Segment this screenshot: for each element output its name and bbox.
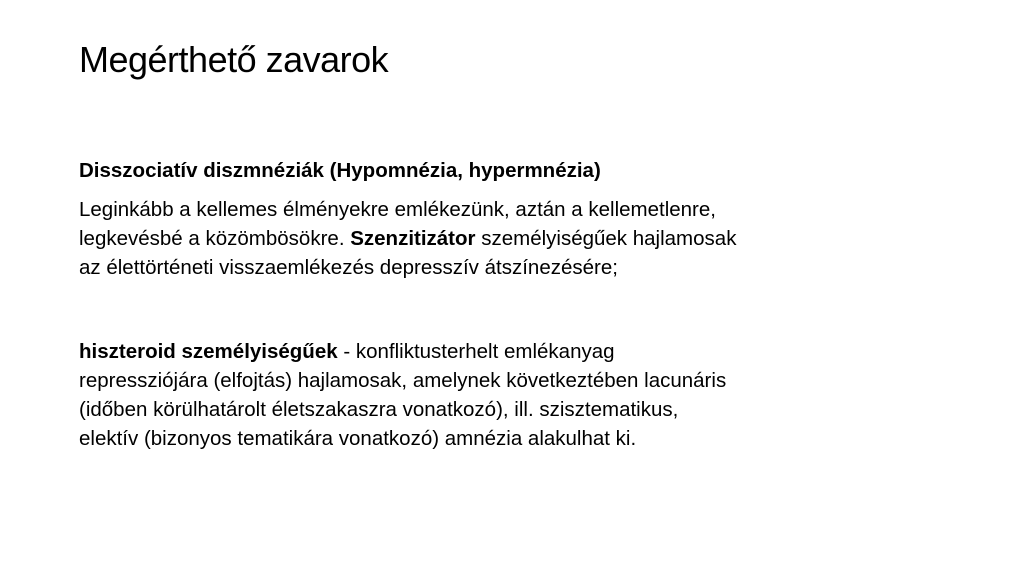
- section-heading: Disszociatív diszmnéziák (Hypomnézia, hypermnézia): [79, 159, 601, 182]
- paragraph2-line4: elektív (bizonyos tematikára vonatkozó) amnézia alakulhat ki.: [79, 427, 637, 450]
- paragraph2-line3: (időben körülhatárolt életszakaszra vonatkozó), ill. szisztematikus,: [79, 398, 679, 421]
- paragraph-hysteroid: [79, 337, 959, 453]
- paragraph2-line2: repressziójára (elfojtás) hajlamosak, amelynek következtében lacunáris: [79, 369, 727, 392]
- paragraph-sensitizer: [79, 195, 959, 282]
- paragraph1-line1: Leginkább a kellemes élményekre emlékezünk, aztán a kellemetlenre,: [79, 198, 716, 221]
- slide-body: [79, 156, 959, 453]
- paragraph1-line2-pre: legkevésbé a közömbösökre.: [79, 227, 351, 250]
- paragraph2-line1-post: - konfliktusterhelt emlékanyag: [337, 340, 615, 363]
- term-hiszteroid: hiszteroid személyiségűek: [79, 340, 338, 363]
- paragraph1-line3: az élettörténeti visszaemlékezés depresszív átszínezésére;: [79, 256, 618, 279]
- term-szenzitizator: Szenzitizátor: [350, 227, 476, 250]
- paragraph1-line2-post: személyiségűek hajlamosak: [475, 227, 737, 250]
- slide-title: Megérthető zavarok: [79, 39, 389, 80]
